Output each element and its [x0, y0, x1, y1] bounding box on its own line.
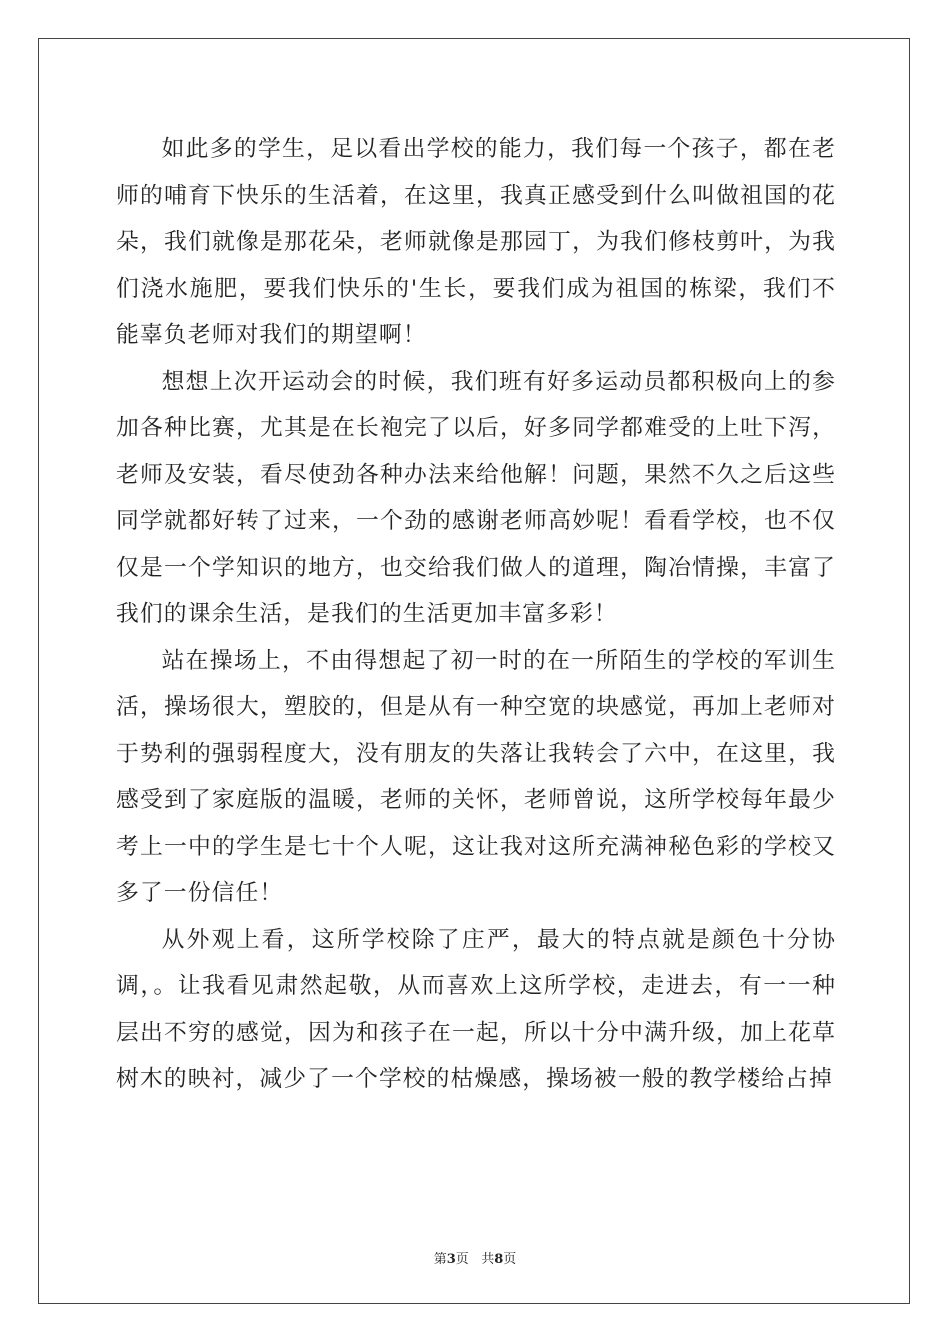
document-body	[116, 126, 836, 1103]
footer-total-prefix: 共	[481, 1252, 495, 1267]
paragraph-4: 从外观上看，这所学校除了庄严，最大的特点就是颜色十分协调，。让我看见肃然起敬，从而喜欢上这所学校，走进去，有一一种层出不穷的感觉，因为和孩子在一起，所以十分中满升级，加上花草树木的映衬，减少了一个学校的枯燥感，操场被一般的教学楼给占掉	[116, 926, 836, 1092]
page-footer	[0, 1248, 950, 1267]
footer-prefix: 第	[433, 1252, 447, 1267]
footer-page-label: 页	[455, 1252, 469, 1267]
paragraph-2: 想想上次开运动会的时候，我们班有好多运动员都积极向上的参加各种比赛，尤其是在长袍完了以后，好多同学都难受的上吐下泻，老师及安装，看尽使劲各种办法来给他解！问题，果然不久之后这些同学就都好转了过来，一个劲的感谢老师高妙呢！看看学校，也不仅仅是一个学知识的地方，也交给我们做人的道理，陶冶情操，丰富了我们的课余生活，是我们的生活更加丰富多彩！	[116, 368, 836, 627]
total-page-number: 8	[494, 1252, 504, 1267]
footer-total-label: 页	[503, 1252, 517, 1267]
paragraph-1: 如此多的学生，足以看出学校的能力，我们每一个孩子，都在老师的哺育下快乐的生活着，在这里，我真正感受到什么叫做祖国的花朵，我们就像是那花朵，老师就像是那园丁，为我们修枝剪叶，为我们浇水施肥，要我们快乐的'生长，要我们成为祖国的栋梁，我们不能辜负老师对我们的期望啊！	[116, 136, 836, 348]
current-page-number: 3	[446, 1252, 456, 1267]
paragraph-3: 站在操场上，不由得想起了初一时的在一所陌生的学校的军训生活，操场很大，塑胶的，但是从有一种空宽的块感觉，再加上老师对于势利的强弱程度大，没有朋友的失落让我转会了六中，在这里，我感受到了家庭版的温暖，老师的关怀，老师曾说，这所学校每年最少考上一中的学生是七十个人呢，这让我对这所充满神秘色彩的学校又多了一份信任！	[116, 647, 836, 906]
